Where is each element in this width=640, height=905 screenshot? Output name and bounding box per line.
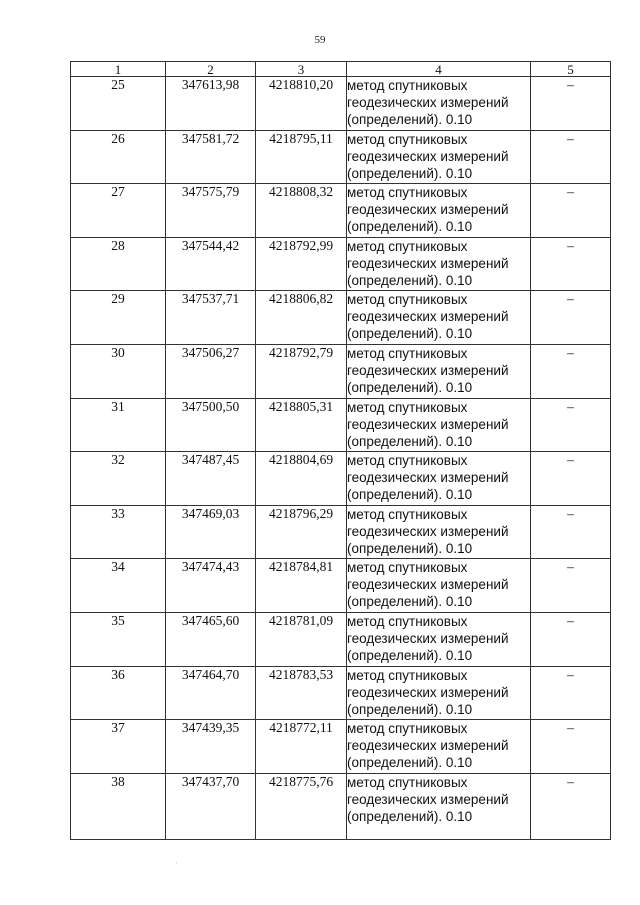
column-header: 2 <box>166 62 256 77</box>
method-line: метод спутниковых <box>347 399 468 415</box>
x-coordinate-cell: 347437,70 <box>166 773 256 839</box>
column-5-cell: – <box>531 184 611 238</box>
point-number-cell: 34 <box>71 559 166 613</box>
method-line: метод спутниковых <box>347 238 468 254</box>
method-line: геодезических измерений <box>347 577 509 593</box>
method-cell <box>347 237 531 291</box>
x-coordinate-cell: 347474,43 <box>166 559 256 613</box>
method-line: метод спутниковых <box>347 774 468 790</box>
y-coordinate-cell: 4218796,29 <box>256 505 347 559</box>
method-line: (определений). 0.10 <box>347 112 473 127</box>
x-coordinate-cell: 347500,50 <box>166 398 256 452</box>
column-5-cell: – <box>531 612 611 666</box>
method-cell <box>347 666 531 720</box>
column-5-cell: – <box>531 720 611 774</box>
point-number-cell: 27 <box>71 184 166 238</box>
method-line: геодезических измерений <box>347 362 509 378</box>
method-cell <box>347 398 531 452</box>
method-cell <box>347 452 531 506</box>
x-coordinate-cell: 347613,98 <box>166 77 256 131</box>
method-line: метод спутниковых <box>347 78 468 93</box>
column-5-cell: – <box>531 237 611 291</box>
point-number-cell: 26 <box>71 130 166 184</box>
method-line: (определений). 0.10 <box>347 219 473 235</box>
table-row <box>71 452 611 506</box>
method-line: геодезических измерений <box>347 630 509 646</box>
point-number-cell: 28 <box>71 237 166 291</box>
table-row <box>71 720 611 774</box>
scan-mark: · <box>175 858 178 868</box>
method-line: метод спутниковых <box>347 131 468 147</box>
point-number-cell: 29 <box>71 291 166 345</box>
method-cell <box>347 130 531 184</box>
method-line: метод спутниковых <box>347 185 468 201</box>
method-line: геодезических измерений <box>347 202 509 218</box>
method-line: метод спутниковых <box>347 345 468 361</box>
table-header-row <box>71 62 611 77</box>
y-coordinate-cell: 4218805,31 <box>256 398 347 452</box>
point-number-cell: 32 <box>71 452 166 506</box>
method-line: метод спутниковых <box>347 506 468 522</box>
column-5-cell: – <box>531 77 611 131</box>
table-row <box>71 344 611 398</box>
x-coordinate-cell: 347464,70 <box>166 666 256 720</box>
y-coordinate-cell: 4218808,32 <box>256 184 347 238</box>
method-line: метод спутниковых <box>347 453 468 469</box>
method-line: (определений). 0.10 <box>347 701 473 717</box>
y-coordinate-cell: 4218795,11 <box>256 130 347 184</box>
method-cell <box>347 720 531 774</box>
x-coordinate-cell: 347439,35 <box>166 720 256 774</box>
method-line: геодезических измерений <box>347 470 509 486</box>
y-coordinate-cell: 4218781,09 <box>256 612 347 666</box>
table-row <box>71 666 611 720</box>
method-cell <box>347 344 531 398</box>
point-number-cell: 37 <box>71 720 166 774</box>
column-header: 3 <box>256 62 347 77</box>
method-cell <box>347 291 531 345</box>
y-coordinate-cell: 4218792,99 <box>256 237 347 291</box>
point-number-cell: 33 <box>71 505 166 559</box>
point-number-cell: 25 <box>71 77 166 131</box>
table-row <box>71 237 611 291</box>
method-line: (определений). 0.10 <box>347 808 473 824</box>
column-5-cell: – <box>531 773 611 839</box>
column-5-cell: – <box>531 130 611 184</box>
x-coordinate-cell: 347537,71 <box>166 291 256 345</box>
column-5-cell: – <box>531 291 611 345</box>
method-line: (определений). 0.10 <box>347 487 473 503</box>
table-row <box>71 184 611 238</box>
y-coordinate-cell: 4218772,11 <box>256 720 347 774</box>
table-row <box>71 612 611 666</box>
method-line: (определений). 0.10 <box>347 326 473 342</box>
x-coordinate-cell: 347581,72 <box>166 130 256 184</box>
method-line: геодезических измерений <box>347 148 509 164</box>
y-coordinate-cell: 4218810,20 <box>256 77 347 131</box>
method-line: (определений). 0.10 <box>347 433 473 449</box>
table-row <box>71 505 611 559</box>
method-line: (определений). 0.10 <box>347 540 473 556</box>
y-coordinate-cell: 4218783,53 <box>256 666 347 720</box>
table-row <box>71 559 611 613</box>
method-line: геодезических измерений <box>347 416 509 432</box>
column-5-cell: – <box>531 344 611 398</box>
method-line: (определений). 0.10 <box>347 755 473 771</box>
method-line: метод спутниковых <box>347 667 468 683</box>
method-cell <box>347 184 531 238</box>
method-line: геодезических измерений <box>347 255 509 271</box>
point-number-cell: 30 <box>71 344 166 398</box>
column-header: 1 <box>71 62 166 77</box>
table-row <box>71 773 611 839</box>
method-line: метод спутниковых <box>347 292 468 308</box>
method-line: геодезических измерений <box>347 95 509 110</box>
column-5-cell: – <box>531 666 611 720</box>
column-header: 5 <box>531 62 611 77</box>
method-line: геодезических измерений <box>347 684 509 700</box>
x-coordinate-cell: 347465,60 <box>166 612 256 666</box>
method-line: геодезических измерений <box>347 791 509 807</box>
coordinates-table <box>70 61 611 840</box>
y-coordinate-cell: 4218806,82 <box>256 291 347 345</box>
x-coordinate-cell: 347469,03 <box>166 505 256 559</box>
point-number-cell: 35 <box>71 612 166 666</box>
column-header: 4 <box>347 62 531 77</box>
x-coordinate-cell: 347544,42 <box>166 237 256 291</box>
y-coordinate-cell: 4218792,79 <box>256 344 347 398</box>
method-line: геодезических измерений <box>347 738 509 754</box>
method-cell <box>347 612 531 666</box>
y-coordinate-cell: 4218804,69 <box>256 452 347 506</box>
table-row <box>71 130 611 184</box>
method-cell <box>347 77 531 131</box>
method-line: геодезических измерений <box>347 523 509 539</box>
x-coordinate-cell: 347575,79 <box>166 184 256 238</box>
method-cell <box>347 505 531 559</box>
column-5-cell: – <box>531 505 611 559</box>
method-line: метод спутниковых <box>347 560 468 576</box>
method-line: геодезических измерений <box>347 309 509 325</box>
column-5-cell: – <box>531 559 611 613</box>
method-line: (определений). 0.10 <box>347 272 473 288</box>
method-line: (определений). 0.10 <box>347 594 473 610</box>
table-row <box>71 77 611 131</box>
method-line: (определений). 0.10 <box>347 379 473 395</box>
method-cell <box>347 773 531 839</box>
x-coordinate-cell: 347506,27 <box>166 344 256 398</box>
method-line: метод спутниковых <box>347 613 468 629</box>
table-row <box>71 398 611 452</box>
y-coordinate-cell: 4218775,76 <box>256 773 347 839</box>
method-line: метод спутниковых <box>347 721 468 737</box>
x-coordinate-cell: 347487,45 <box>166 452 256 506</box>
point-number-cell: 31 <box>71 398 166 452</box>
point-number-cell: 38 <box>71 773 166 839</box>
method-line: (определений). 0.10 <box>347 647 473 663</box>
point-number-cell: 36 <box>71 666 166 720</box>
table-row <box>71 291 611 345</box>
column-5-cell: – <box>531 398 611 452</box>
column-5-cell: – <box>531 452 611 506</box>
page-number: 59 <box>314 34 326 46</box>
method-line: (определений). 0.10 <box>347 165 473 181</box>
y-coordinate-cell: 4218784,81 <box>256 559 347 613</box>
method-cell <box>347 559 531 613</box>
